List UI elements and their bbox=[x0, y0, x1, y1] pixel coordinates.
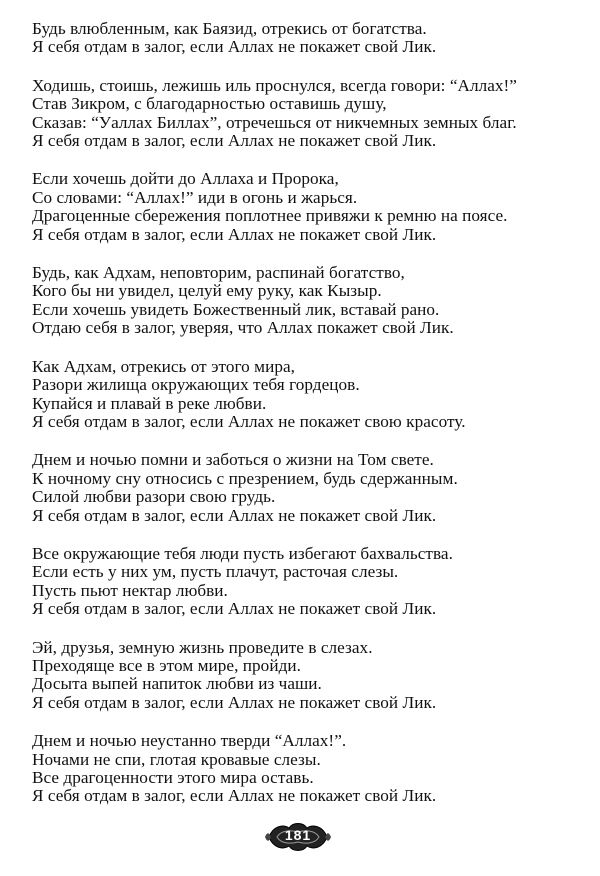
page-number-ornament bbox=[263, 820, 333, 854]
poem-line: Я себя отдам в залог, если Аллах не покажет свой Лик. bbox=[32, 224, 437, 244]
page-number: 181 bbox=[284, 827, 312, 843]
poem-line: Силой любви разори свою грудь. bbox=[32, 487, 276, 507]
poem-line: Если хочешь дойти до Аллаха и Пророка, bbox=[32, 169, 339, 189]
poem-line: Я себя отдам в залог, если Аллах не покажет свой Лик. bbox=[32, 37, 437, 57]
poem-line: Купайся и плавай в реке любви. bbox=[32, 393, 267, 413]
poem-line: Если хочешь увидеть Божественный лик, вставай рано. bbox=[32, 299, 440, 319]
stanza bbox=[32, 451, 580, 525]
poem-line: Как Адхам, отрекись от этого мира, bbox=[32, 356, 295, 376]
poem-line: Я себя отдам в залог, если Аллах не покажет свой Лик. bbox=[32, 505, 437, 525]
poem-line: К ночному сну относись с презрением, будь сдержанным. bbox=[32, 468, 458, 488]
stanza bbox=[32, 170, 580, 244]
poem-line: Отдаю себя в залог, уверяя, что Аллах покажет свой Лик. bbox=[32, 318, 454, 338]
poem-line: Днем и ночью помни и заботься о жизни на Том свете. bbox=[32, 450, 434, 470]
poem-line: Все драгоценности этого мира оставь. bbox=[32, 768, 314, 787]
stanza bbox=[32, 20, 580, 57]
poem-line: Я себя отдам в залог, если Аллах не покажет свою красоту. bbox=[32, 411, 466, 431]
poem-line: Днем и ночью неустанно тверди “Аллах!”. bbox=[32, 731, 347, 751]
poem-line: Став Зикром, с благодарностью оставишь душу, bbox=[32, 94, 387, 114]
poem-line: Если есть у них ум, пусть плачут, расточая слезы. bbox=[32, 562, 399, 582]
poem-line: Досыта выпей напиток любви из чаши. bbox=[32, 674, 322, 694]
poem-line: Ходишь, стоишь, лежишь иль проснулся, всегда говори: “Аллах!” bbox=[32, 75, 517, 95]
poem-line: Будь, как Адхам, неповторим, распинай богатство, bbox=[32, 263, 405, 283]
stanza bbox=[32, 77, 580, 151]
poem-line: Пусть пьют нектар любви. bbox=[32, 580, 228, 600]
poem-line: Будь влюбленным, как Баязид, отрекись от богатства. bbox=[32, 19, 427, 38]
stanza bbox=[32, 732, 580, 806]
poem-line: Эй, друзья, земную жизнь проведите в слезах. bbox=[32, 637, 373, 657]
poem-line: Преходяще все в этом мире, пройди. bbox=[32, 655, 301, 675]
poem-line: Сказав: “Уаллах Биллах”, отречешься от никчемных земных благ. bbox=[32, 112, 517, 132]
poem-line: Ночами не спи, глотая кровавые слезы. bbox=[32, 749, 321, 769]
poem-line: Я себя отдам в залог, если Аллах не покажет свой Лик. bbox=[32, 599, 437, 619]
poem-body bbox=[32, 20, 580, 826]
stanza bbox=[32, 639, 580, 713]
stanza bbox=[32, 358, 580, 432]
poem-line: Я себя отдам в залог, если Аллах не покажет свой Лик. bbox=[32, 131, 437, 151]
poem-line: Я себя отдам в залог, если Аллах не покажет свой Лик. bbox=[32, 692, 437, 712]
poem-line: Со словами: “Аллах!” иди в огонь и жарься. bbox=[32, 187, 358, 207]
poem-line: Я себя отдам в залог, если Аллах не покажет свой Лик. bbox=[32, 786, 437, 806]
stanza bbox=[32, 545, 580, 619]
poem-line: Драгоценные сбережения поплотнее привяжи к ремню на поясе. bbox=[32, 206, 508, 226]
poem-line: Кого бы ни увидел, целуй ему руку, как Кызыр. bbox=[32, 281, 382, 301]
poem-line: Все окружающие тебя люди пусть избегают бахвальства. bbox=[32, 543, 453, 563]
poem-line: Разори жилища окружающих тебя гордецов. bbox=[32, 375, 360, 395]
stanza bbox=[32, 264, 580, 338]
